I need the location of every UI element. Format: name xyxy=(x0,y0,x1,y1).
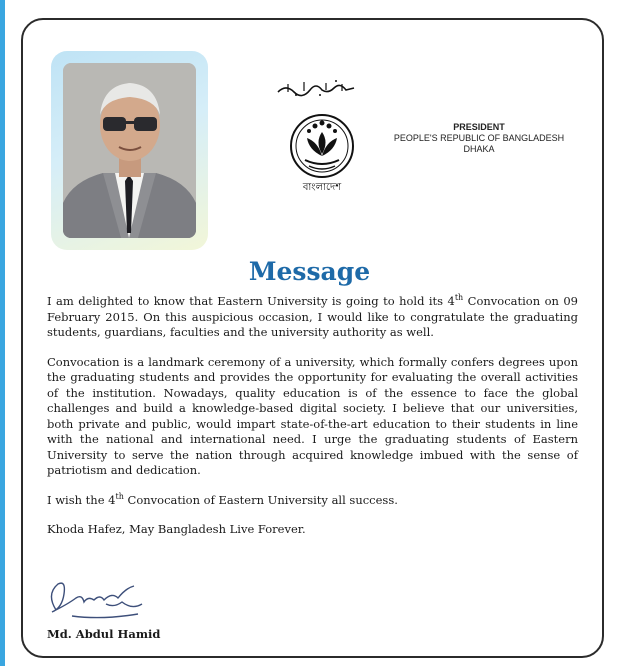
office-title: PRESIDENT xyxy=(453,122,505,132)
page-title: Message xyxy=(248,257,371,286)
paragraph-2: Convocation is a landmark ceremony of a university, which formally confers degrees upon the graduating students and provides the opportunity for evaluating the overall activities of the institution. Nowadays, quality education is of the essence to face the global challenges and build a knowledge-based digital society. I believe that our universities, both private and public, would impart state-of-the-art education to their students in line with the national and international need. I urge the graduating students of Eastern University to serve the nation through acquired knowledge imbued with the sense of patriotism and dedication. xyxy=(47,354,578,477)
paragraph-1: I am delighted to know that Eastern University is going to hold its 4th Convocation on 09 February 2015. On this auspicious occasion, I would like to congratulate the graduating students, guardians, faculties and the university authority as well. xyxy=(47,293,578,339)
side-accent-bar xyxy=(0,0,5,666)
paragraph-4: Khoda Hafez, May Bangladesh Live Forever. xyxy=(47,522,306,536)
handwritten-signature xyxy=(42,574,152,624)
signatory-name: Md. Abdul Hamid xyxy=(47,627,161,641)
message-body xyxy=(47,294,578,552)
government-seal xyxy=(285,112,359,194)
president-portrait xyxy=(63,63,196,238)
seal-caption: বাংলাদেশ xyxy=(302,182,342,193)
office-header xyxy=(370,122,588,155)
paragraph-3: I wish the 4th Convocation of Eastern University all success. xyxy=(47,491,398,507)
bismillah-calligraphy xyxy=(276,78,356,98)
portrait-frame xyxy=(51,51,208,250)
office-city: DHAKA xyxy=(463,144,495,154)
office-country: PEOPLE'S REPUBLIC OF BANGLADESH xyxy=(393,133,565,143)
